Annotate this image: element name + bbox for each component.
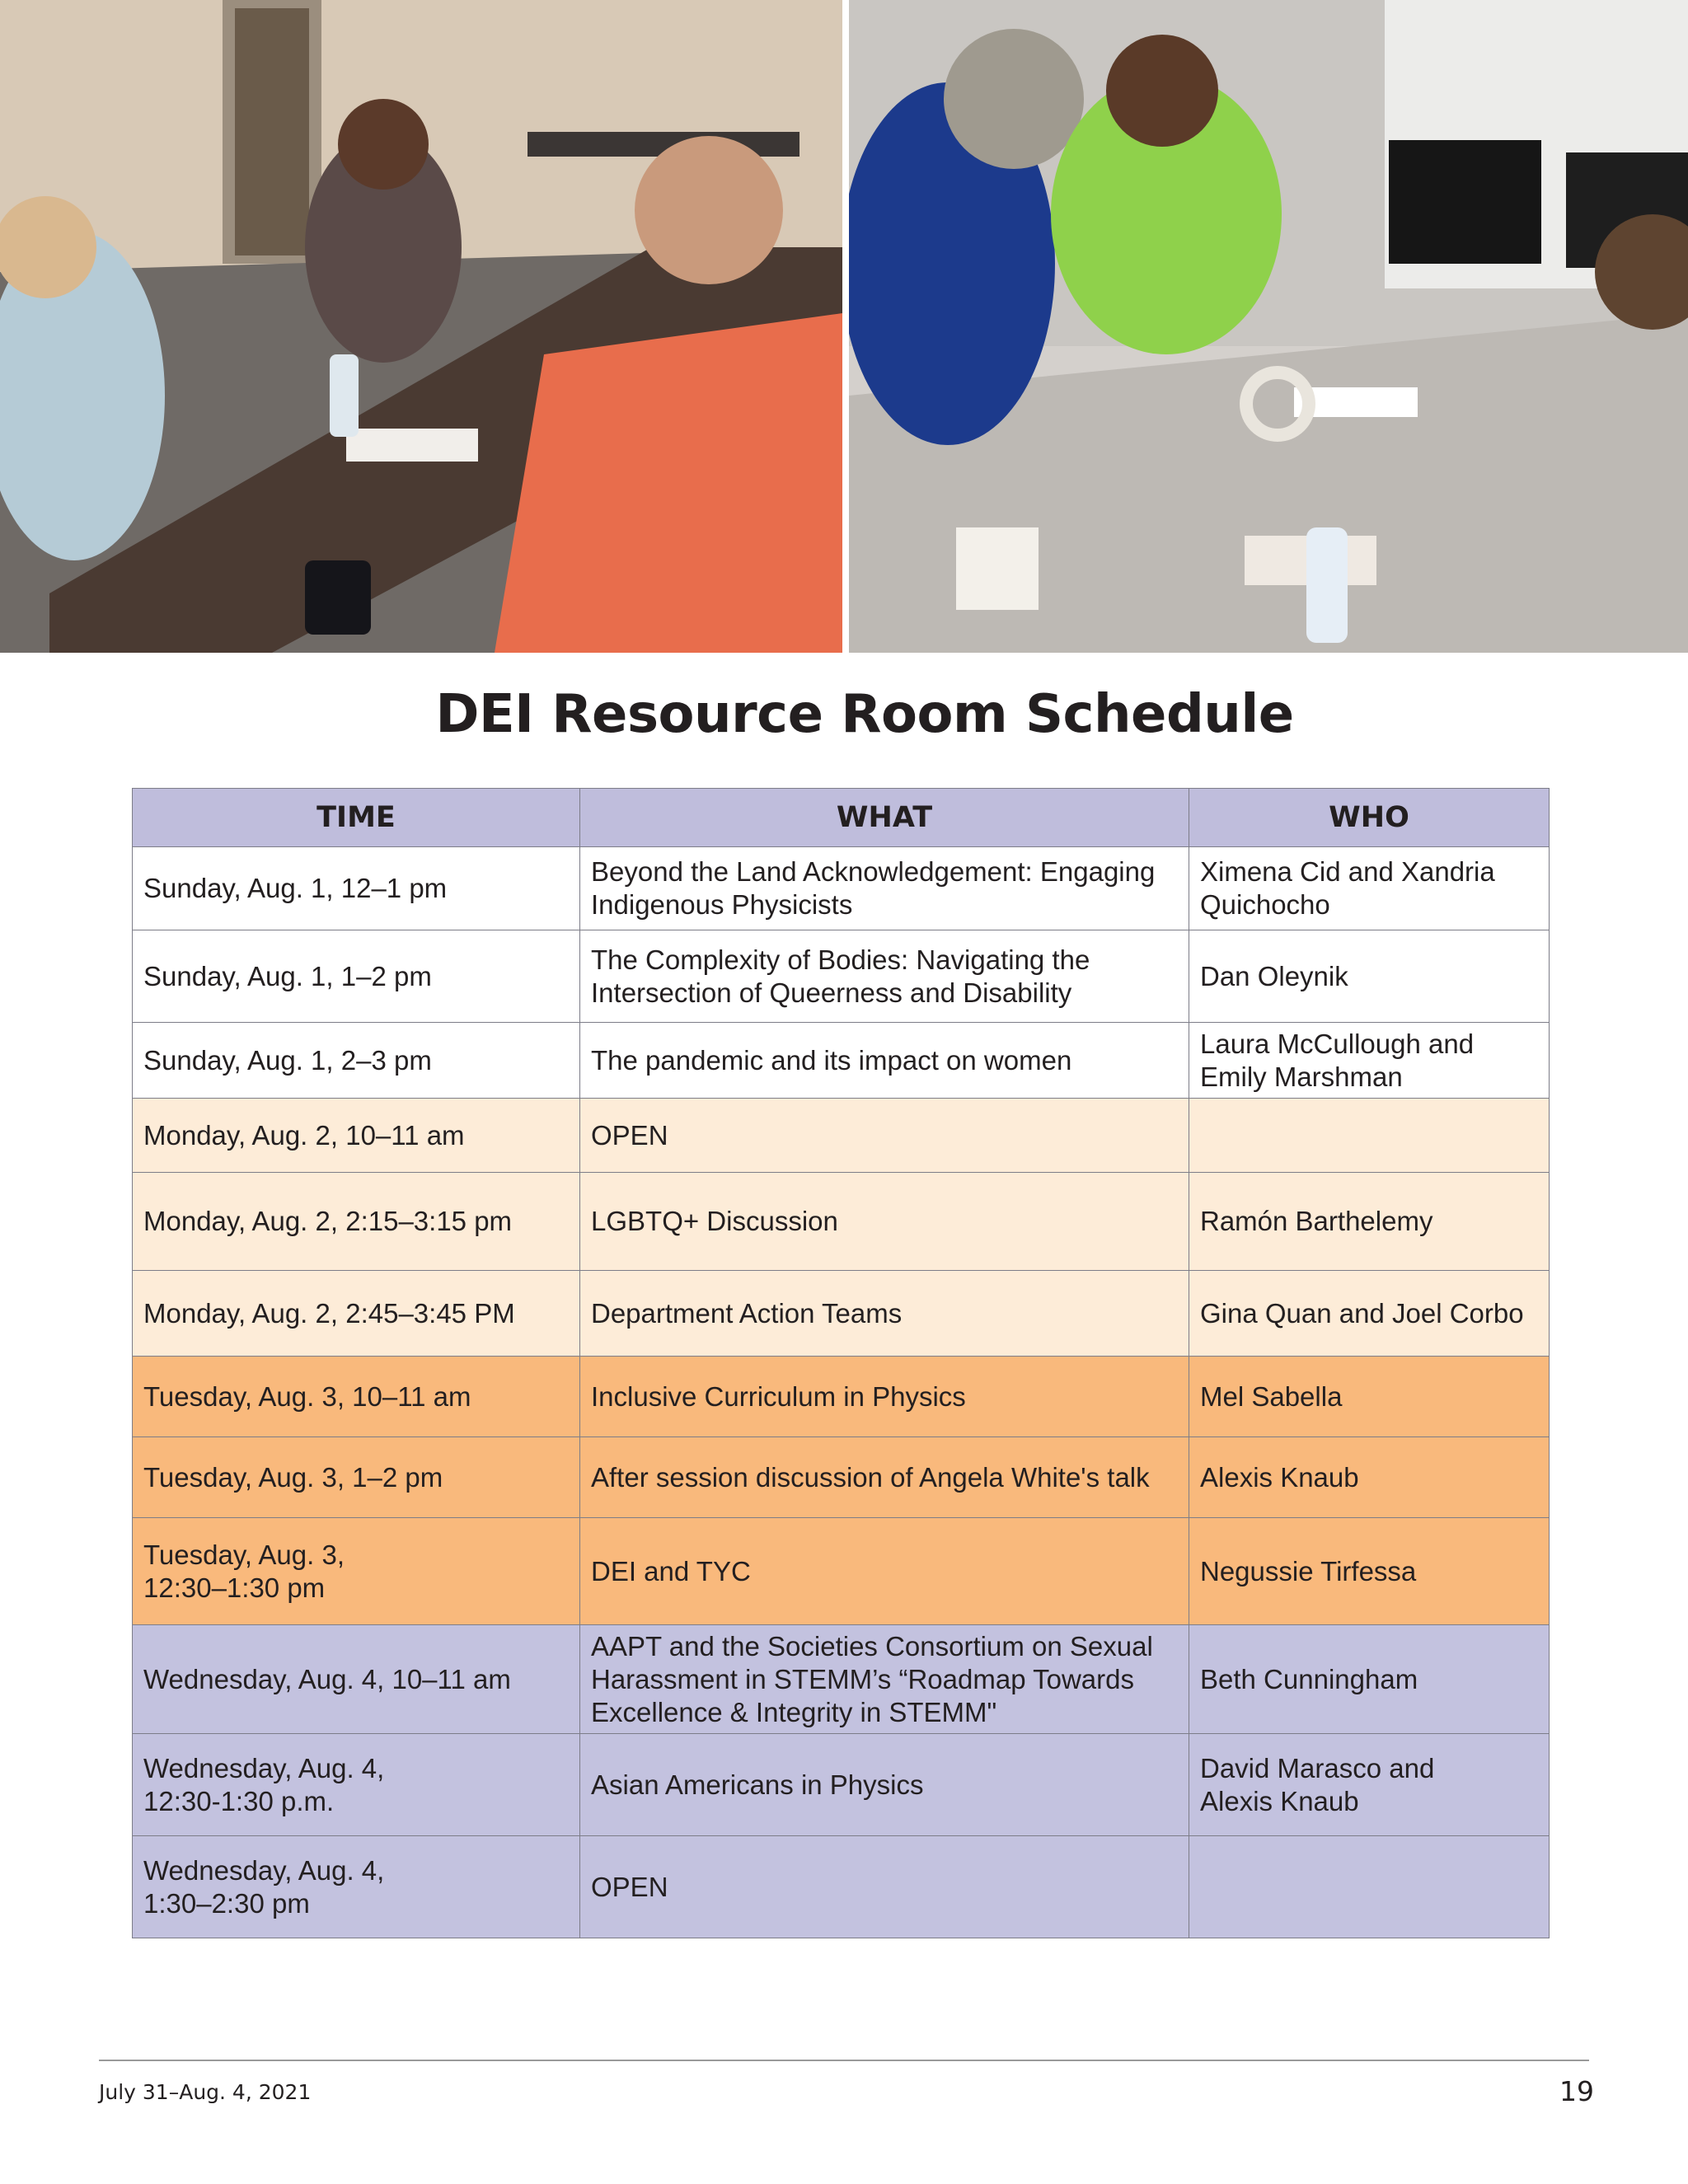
table-row — [133, 1023, 1550, 1099]
photo-strip — [0, 0, 1688, 653]
cell-time: Sunday, Aug. 1, 12–1 pm — [133, 847, 580, 930]
cell-who: Ramón Barthelemy — [1189, 1173, 1550, 1271]
page-number: 19 — [1559, 2075, 1594, 2107]
cell-what: The Complexity of Bodies: Navigating the Intersection of Queerness and Disability — [580, 930, 1189, 1023]
cell-who: Alexis Knaub — [1189, 1437, 1550, 1518]
cell-what: Beyond the Land Acknowledgement: Engaging Indigenous Physicists — [580, 847, 1189, 930]
workshop-photo — [849, 0, 1688, 653]
header-time: TIME — [133, 789, 580, 847]
meeting-photo — [0, 0, 842, 653]
page-title: DEI Resource Room Schedule — [435, 684, 1294, 745]
cell-time: Monday, Aug. 2, 2:45–3:45 PM — [133, 1271, 580, 1357]
cell-what: OPEN — [580, 1836, 1189, 1938]
header-who: WHO — [1189, 789, 1550, 847]
table-row — [133, 1173, 1550, 1271]
cell-who: Beth Cunningham — [1189, 1625, 1550, 1734]
cell-who: Gina Quan and Joel Corbo — [1189, 1271, 1550, 1357]
cell-who: Ximena Cid and Xandria Quichocho — [1189, 847, 1550, 930]
cell-what: The pandemic and its impact on women — [580, 1023, 1189, 1099]
cell-what: AAPT and the Societies Consortium on Sexual Harassment in STEMM’s “Roadmap Towards Excellence & Integrity in STEMM" — [580, 1625, 1189, 1734]
table-row — [133, 1099, 1550, 1173]
cell-who: Dan Oleynik — [1189, 930, 1550, 1023]
cell-who: David Marasco and Alexis Knaub — [1189, 1734, 1550, 1836]
footer-dates: July 31–Aug. 4, 2021 — [99, 2080, 312, 2104]
cell-time: Wednesday, Aug. 4, 1:30–2:30 pm — [133, 1836, 580, 1938]
table-row — [133, 1437, 1550, 1518]
cell-what: Inclusive Curriculum in Physics — [580, 1357, 1189, 1437]
cell-who — [1189, 1099, 1550, 1173]
table-row — [133, 1836, 1550, 1938]
cell-who — [1189, 1836, 1550, 1938]
table-row — [133, 847, 1550, 930]
cell-time: Sunday, Aug. 1, 1–2 pm — [133, 930, 580, 1023]
cell-time: Tuesday, Aug. 3, 10–11 am — [133, 1357, 580, 1437]
table-row — [133, 930, 1550, 1023]
cell-time: Wednesday, Aug. 4, 12:30-1:30 p.m. — [133, 1734, 580, 1836]
cell-time: Monday, Aug. 2, 2:15–3:15 pm — [133, 1173, 580, 1271]
footer-rule — [99, 2060, 1589, 2061]
cell-what: Asian Americans in Physics — [580, 1734, 1189, 1836]
header-what: WHAT — [580, 789, 1189, 847]
cell-what: DEI and TYC — [580, 1518, 1189, 1625]
cell-time: Monday, Aug. 2, 10–11 am — [133, 1099, 580, 1173]
cell-who: Laura McCullough and Emily Marshman — [1189, 1023, 1550, 1099]
cell-what: LGBTQ+ Discussion — [580, 1173, 1189, 1271]
cell-who: Negussie Tirfessa — [1189, 1518, 1550, 1625]
cell-time: Sunday, Aug. 1, 2–3 pm — [133, 1023, 580, 1099]
table-header-row — [133, 789, 1550, 847]
cell-who: Mel Sabella — [1189, 1357, 1550, 1437]
cell-what: After session discussion of Angela White's talk — [580, 1437, 1189, 1518]
table-row — [133, 1357, 1550, 1437]
table-row — [133, 1734, 1550, 1836]
cell-time: Tuesday, Aug. 3, 1–2 pm — [133, 1437, 580, 1518]
table-row — [133, 1271, 1550, 1357]
photo-divider — [842, 0, 849, 653]
cell-what: Department Action Teams — [580, 1271, 1189, 1357]
table-row — [133, 1625, 1550, 1734]
cell-what: OPEN — [580, 1099, 1189, 1173]
table-row — [133, 1518, 1550, 1625]
cell-time: Tuesday, Aug. 3, 12:30–1:30 pm — [133, 1518, 580, 1625]
cell-time: Wednesday, Aug. 4, 10–11 am — [133, 1625, 580, 1734]
schedule-table — [132, 788, 1550, 1938]
